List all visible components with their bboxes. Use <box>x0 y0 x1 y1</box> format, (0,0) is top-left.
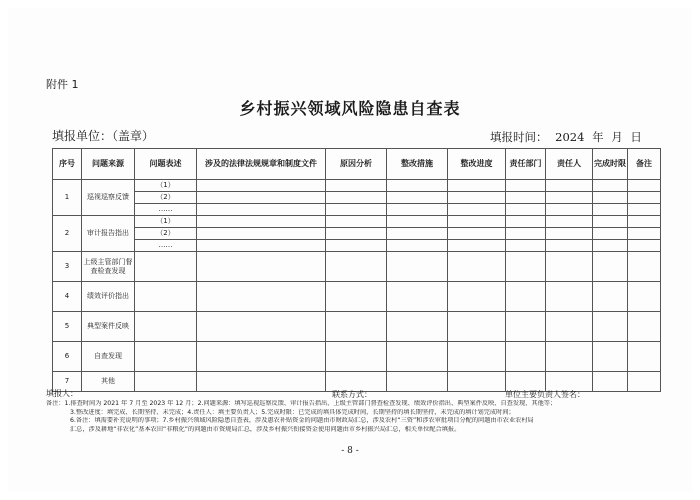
table-cell[interactable] <box>326 216 387 228</box>
table-cell[interactable] <box>593 228 628 240</box>
table-cell[interactable] <box>448 312 506 342</box>
responsible-signature-label: 单位主要负责人签名： <box>505 390 585 399</box>
table-cell[interactable] <box>546 252 593 282</box>
table-cell[interactable] <box>326 180 387 192</box>
table-cell[interactable] <box>628 216 661 228</box>
table-row <box>53 252 661 282</box>
row-number: 2 <box>53 216 82 252</box>
table-cell[interactable] <box>387 180 448 192</box>
row-number: 7 <box>53 372 82 392</box>
row-source: 典型案件反映 <box>82 312 135 342</box>
table-cell[interactable] <box>448 216 506 228</box>
table-cell[interactable] <box>506 228 546 240</box>
note-line: 3.整改进度：填完成、长期坚持、未完成；4.责任人：填主要负责人；5.完成时限：已完成的填具体完成时间，长期坚持的填长期坚持，未完成的填计划完成时间； <box>70 408 515 416</box>
table-cell[interactable] <box>387 342 448 372</box>
table-cell[interactable] <box>628 204 661 216</box>
table-row <box>53 240 661 252</box>
sub-item: （1） <box>135 216 197 228</box>
table-cell[interactable] <box>448 240 506 252</box>
table-cell[interactable] <box>326 252 387 282</box>
table-cell[interactable] <box>448 204 506 216</box>
header-cell: 问题表述 <box>135 149 197 180</box>
table-row <box>53 228 661 240</box>
header-cell: 涉及的法律法规规章和制度文件 <box>197 149 326 180</box>
table-cell[interactable] <box>448 180 506 192</box>
row-source: 巡视巡察反馈 <box>82 180 135 216</box>
table-cell[interactable] <box>506 252 546 282</box>
table-cell[interactable] <box>593 312 628 342</box>
table-cell[interactable] <box>628 228 661 240</box>
table-cell[interactable] <box>326 192 387 204</box>
table-cell[interactable] <box>135 312 197 342</box>
header-cell: 责任人 <box>546 149 593 180</box>
table-cell[interactable] <box>593 240 628 252</box>
table-row <box>53 180 661 192</box>
table-cell[interactable] <box>546 282 593 312</box>
table-cell[interactable] <box>546 192 593 204</box>
note-line: 6.备注：填需要补充说明的事项；7.乡村振兴领域风险隐患自查表，涉及惠农补贴资金的问题由市财政局汇总，涉及农村“三资”和涉农审批项目分配的问题由市农业农村局 <box>70 417 534 425</box>
table-cell[interactable] <box>387 204 448 216</box>
table-cell[interactable] <box>546 204 593 216</box>
table-cell[interactable] <box>593 192 628 204</box>
table-cell[interactable] <box>387 240 448 252</box>
table-cell[interactable] <box>628 252 661 282</box>
table-cell[interactable] <box>197 228 326 240</box>
table-cell[interactable] <box>593 282 628 312</box>
table-cell[interactable] <box>628 240 661 252</box>
sub-item: （2） <box>135 228 197 240</box>
table-cell[interactable] <box>135 342 197 372</box>
header-cell: 完成时限 <box>593 149 628 180</box>
table-cell[interactable] <box>197 252 326 282</box>
header-cell: 问题来源 <box>82 149 135 180</box>
table-header-row <box>53 149 661 180</box>
table-cell[interactable] <box>197 342 326 372</box>
filler-label: 填报人： <box>46 389 78 398</box>
contact-label: 联系方式： <box>332 390 372 399</box>
header-cell: 整改措施 <box>387 149 448 180</box>
table-cell[interactable] <box>546 180 593 192</box>
table-row <box>53 204 661 216</box>
fill-date-label: 填报时间： 2024 年 月 日 <box>490 130 642 144</box>
table-cell[interactable] <box>546 342 593 372</box>
sub-item: （2） <box>135 192 197 204</box>
table-cell[interactable] <box>326 282 387 312</box>
document-title: 乡村振兴领域风险隐患自查表 <box>239 99 461 118</box>
row-number: 5 <box>53 312 82 342</box>
table-cell[interactable] <box>197 216 326 228</box>
table-cell[interactable] <box>628 180 661 192</box>
table-cell[interactable] <box>546 228 593 240</box>
table-cell[interactable] <box>197 282 326 312</box>
table-cell[interactable] <box>506 204 546 216</box>
row-source: 上级主管部门督查检查发现 <box>82 252 135 282</box>
table-cell[interactable] <box>593 204 628 216</box>
header-cell: 整改进度 <box>448 149 506 180</box>
table-cell[interactable] <box>326 204 387 216</box>
table-cell[interactable] <box>593 342 628 372</box>
table-cell[interactable] <box>593 180 628 192</box>
table-cell[interactable] <box>326 312 387 342</box>
notes-block <box>46 400 666 434</box>
table-cell[interactable] <box>593 252 628 282</box>
annex-label: 附件 1 <box>46 78 79 91</box>
table-cell[interactable] <box>628 312 661 342</box>
table-cell[interactable] <box>506 342 546 372</box>
table-cell[interactable] <box>593 216 628 228</box>
header-cell: 原因分析 <box>326 149 387 180</box>
table-cell[interactable] <box>506 192 546 204</box>
table-cell[interactable] <box>448 342 506 372</box>
row-number: 4 <box>53 282 82 312</box>
sub-item: （1） <box>135 180 197 192</box>
sub-item: …… <box>135 240 197 252</box>
table-cell[interactable] <box>506 216 546 228</box>
table-cell[interactable] <box>197 312 326 342</box>
table-cell[interactable] <box>387 252 448 282</box>
note-line: 汇总，涉及耕地“非农化”基本农田“非粮化”的问题由市资规局汇总，涉及乡村振兴衔接资金使用问题由市乡村振兴局汇总，相关单位配合填报。 <box>70 425 461 433</box>
table-cell[interactable] <box>628 342 661 372</box>
table-cell[interactable] <box>448 282 506 312</box>
header-cell: 责任部门 <box>506 149 546 180</box>
row-number: 1 <box>53 180 82 216</box>
table-cell[interactable] <box>197 204 326 216</box>
self-check-table <box>52 148 661 392</box>
table-cell[interactable] <box>448 252 506 282</box>
sub-item: …… <box>135 204 197 216</box>
table-cell[interactable] <box>506 180 546 192</box>
table-cell[interactable] <box>197 180 326 192</box>
row-number: 3 <box>53 252 82 282</box>
table-cell[interactable] <box>506 240 546 252</box>
table-cell[interactable] <box>506 282 546 312</box>
note-line: 备注：1.排查时间为 2021 年 7 月至 2023 年 12 月；2.问题来源：填写巡视巡察反馈、审计报告指出、上级主管部门督查检查发现、绩效评价指出、典型案件反映、自查发现、其他等； <box>46 400 557 407</box>
table-cell[interactable] <box>387 228 448 240</box>
row-source: 其他 <box>82 372 135 392</box>
row-number: 6 <box>53 342 82 372</box>
table-cell[interactable] <box>448 192 506 204</box>
table-cell[interactable] <box>326 240 387 252</box>
table-cell[interactable] <box>506 312 546 342</box>
page-number: - 8 - <box>341 446 359 456</box>
table-cell[interactable] <box>387 282 448 312</box>
table-row <box>53 192 661 204</box>
table-cell[interactable] <box>628 192 661 204</box>
table-cell[interactable] <box>448 228 506 240</box>
table-row <box>53 216 661 228</box>
table-cell[interactable] <box>197 240 326 252</box>
row-source: 审计报告指出 <box>82 216 135 252</box>
header-cell: 备注 <box>628 149 661 180</box>
table-cell[interactable] <box>546 216 593 228</box>
table-row <box>53 342 661 372</box>
table-cell[interactable] <box>135 282 197 312</box>
table-cell[interactable] <box>326 342 387 372</box>
table-cell[interactable] <box>546 240 593 252</box>
fill-unit-label: 填报单位：（盖章） <box>52 129 155 143</box>
table-cell[interactable] <box>546 312 593 342</box>
row-source: 自查发现 <box>82 342 135 372</box>
table-cell[interactable] <box>628 282 661 312</box>
header-cell: 序号 <box>53 149 82 180</box>
table-row <box>53 282 661 312</box>
table-cell[interactable] <box>387 312 448 342</box>
table-cell[interactable] <box>387 216 448 228</box>
table-cell[interactable] <box>387 192 448 204</box>
row-source: 绩效评价指出 <box>82 282 135 312</box>
table-row <box>53 312 661 342</box>
table-cell[interactable] <box>326 228 387 240</box>
table-cell[interactable] <box>197 192 326 204</box>
table-cell[interactable] <box>135 252 197 282</box>
